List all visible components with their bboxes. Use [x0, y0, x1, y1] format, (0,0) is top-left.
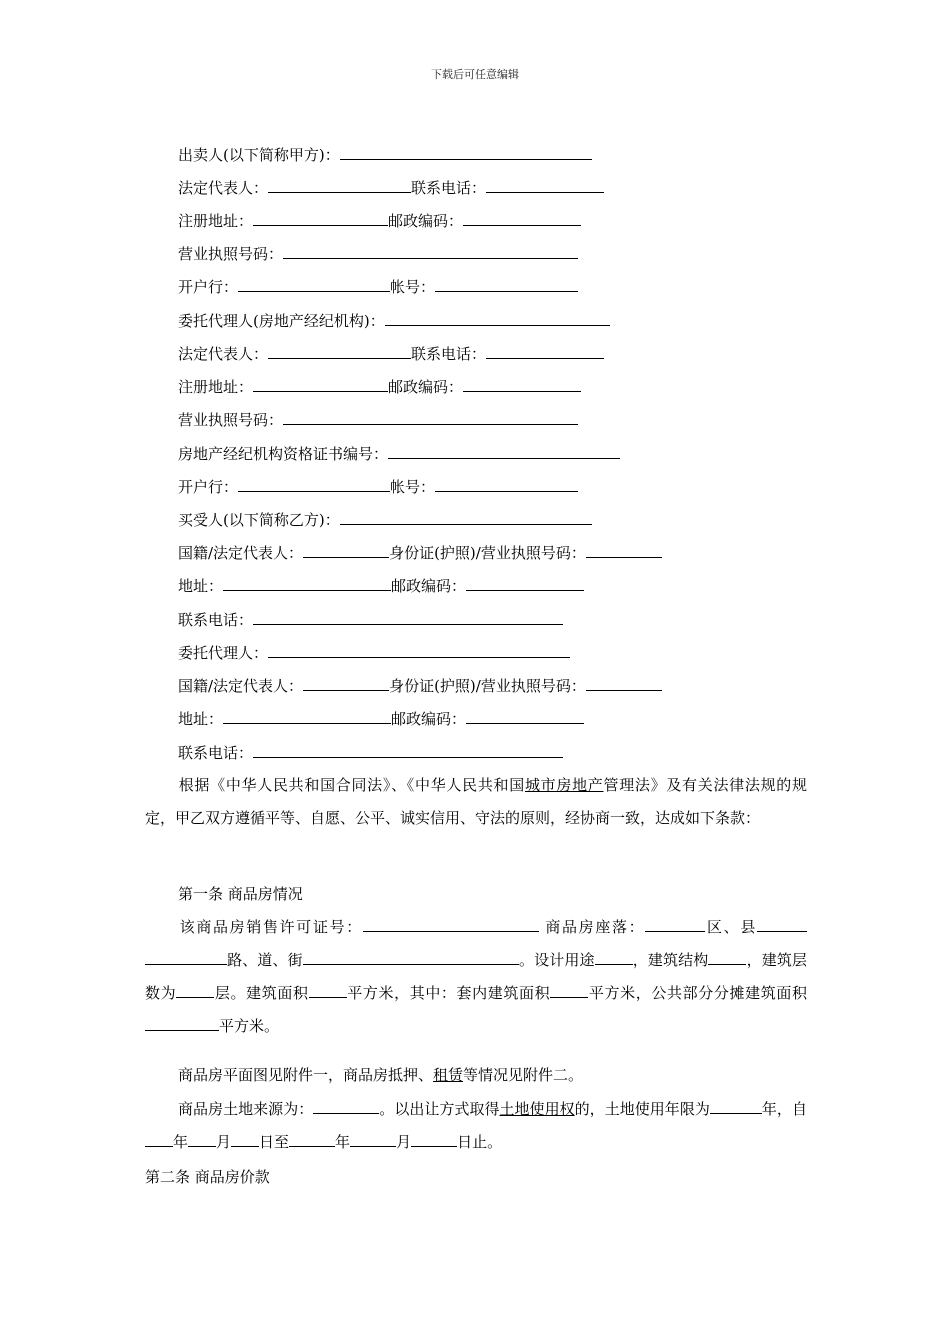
agent-license-row: [178, 409, 578, 431]
structure-comma: ，: [746, 951, 762, 969]
buyer-agent-phone-blank[interactable]: [253, 742, 563, 758]
land-text-3: 的，土地使用年限为: [574, 1100, 710, 1118]
permit-blank[interactable]: [363, 916, 539, 932]
seller-legal-rep-blank[interactable]: [268, 177, 411, 193]
seller-bank-row: [178, 276, 578, 298]
buyer-postcode-label: 邮政编码：: [391, 577, 467, 595]
structure-label: ，建筑结构: [632, 951, 709, 969]
end-day-blank[interactable]: [411, 1131, 457, 1147]
land-paragraph: [145, 1093, 807, 1159]
buyer-phone-blank[interactable]: [253, 609, 563, 625]
end-day-label: 日止。: [457, 1133, 503, 1151]
seller-legal-rep-label: 法定代表人：: [178, 179, 269, 197]
agent-name-blank[interactable]: [385, 310, 610, 326]
agent-title-label: 委托代理人(房地产经纪机构)：: [178, 312, 385, 330]
buyer-agent-nationality-row: [178, 675, 662, 697]
end-year-blank[interactable]: [289, 1131, 335, 1147]
street-blank[interactable]: [303, 949, 519, 965]
start-month-blank[interactable]: [188, 1131, 216, 1147]
structure-blank[interactable]: [708, 949, 746, 965]
buyer-agent-nationality-label: 国籍/法定代表人：: [178, 677, 304, 695]
buyer-agent-address-label: 地址：: [178, 710, 224, 728]
buyer-phone-label: 联系电话：: [178, 611, 254, 629]
preamble-text-1: 根据《中华人民共和国合同法》、《中华人民共和国: [178, 776, 525, 794]
agent-account-blank[interactable]: [435, 476, 578, 492]
inner-area-blank[interactable]: [550, 982, 588, 998]
plan-paragraph: [145, 1059, 807, 1092]
buyer-title-row: [178, 509, 592, 531]
agent-cert-row: [178, 443, 620, 465]
agent-title-row: [178, 310, 610, 332]
start-year-blank[interactable]: [145, 1131, 173, 1147]
seller-postcode-label: 邮政编码：: [388, 212, 464, 230]
agent-address-label: 注册地址：: [178, 378, 254, 396]
end-year-label: 年: [335, 1133, 351, 1151]
start-month-label: 月: [216, 1133, 232, 1151]
shared-unit-label: 平方米。: [219, 1017, 280, 1035]
seller-license-blank[interactable]: [283, 243, 578, 259]
area-unit-label: 平方米，其中：套内建筑面积: [346, 984, 551, 1002]
seller-title-row: [178, 144, 592, 166]
seller-phone-blank[interactable]: [486, 177, 604, 193]
land-years-blank-a[interactable]: [710, 1098, 748, 1114]
agent-bank-row: [178, 476, 578, 498]
land-years-blank-b[interactable]: [748, 1098, 762, 1114]
agent-account-label: 帐号：: [390, 478, 436, 496]
buyer-agent-nationality-blank[interactable]: [303, 675, 389, 691]
buyer-agent-postcode-blank[interactable]: [466, 708, 584, 724]
buyer-agent-postcode-label: 邮政编码：: [391, 710, 467, 728]
buyer-agent-address-blank[interactable]: [223, 708, 391, 724]
buyer-id-label: 身份证(护照)/营业执照号码：: [389, 544, 586, 562]
seller-title-label: 出卖人(以下简称甲方)：: [178, 146, 340, 164]
plan-text-2: 等情况见附件二。: [463, 1066, 584, 1084]
buyer-phone-row: [178, 609, 563, 631]
agent-cert-label: 房地产经纪机构资格证书编号：: [178, 445, 389, 463]
buyer-agent-name-blank[interactable]: [268, 642, 570, 658]
county-blank[interactable]: [757, 916, 807, 932]
end-month-blank[interactable]: [350, 1131, 396, 1147]
agent-phone-blank[interactable]: [486, 343, 604, 359]
agent-address-blank[interactable]: [253, 376, 388, 392]
district-blank[interactable]: [645, 916, 705, 932]
article-1-property-paragraph: [145, 911, 807, 1043]
buyer-agent-phone-row: [178, 742, 563, 764]
seller-phone-label: 联系电话：: [411, 179, 487, 197]
article-2-title: 第二条 商品房价款: [145, 1168, 270, 1186]
seller-license-row: [178, 243, 578, 265]
buyer-nationality-label: 国籍/法定代表人：: [178, 544, 304, 562]
buyer-name-blank[interactable]: [340, 509, 592, 525]
start-year-label: 年: [173, 1133, 189, 1151]
permit-label: 该商品房销售许可证号：: [178, 918, 363, 936]
floors-unit-label: 层。建筑面积: [214, 984, 309, 1002]
agent-bank-label: 开户行：: [178, 478, 239, 496]
agent-cert-blank[interactable]: [388, 443, 620, 459]
agent-postcode-blank[interactable]: [463, 376, 581, 392]
buyer-address-row: [178, 575, 584, 597]
start-day-blank[interactable]: [231, 1131, 259, 1147]
land-use-right-link[interactable]: 土地使用权: [499, 1100, 575, 1118]
seller-license-label: 营业执照号码：: [178, 245, 284, 263]
floors-label: 建筑层数为: [145, 951, 807, 1002]
seller-bank-blank[interactable]: [238, 276, 390, 292]
buyer-agent-title-label: 委托代理人：: [178, 644, 269, 662]
agent-postcode-label: 邮政编码：: [388, 378, 464, 396]
seller-name-blank[interactable]: [340, 144, 592, 160]
area-blank[interactable]: [309, 982, 347, 998]
land-text-2: 。以出让方式取得: [379, 1100, 500, 1118]
year-label: 年，自: [761, 1100, 807, 1118]
preamble-paragraph: [145, 769, 807, 835]
agent-phone-label: 联系电话：: [411, 345, 487, 363]
agent-legal-rep-blank[interactable]: [268, 343, 411, 359]
end-month-label: 月: [396, 1133, 412, 1151]
buyer-agent-title-row: [178, 642, 570, 664]
buyer-address-blank[interactable]: [223, 575, 391, 591]
buyer-agent-id-label: 身份证(护照)/营业执照号码：: [389, 677, 586, 695]
agent-license-blank[interactable]: [283, 409, 578, 425]
buyer-postcode-blank[interactable]: [466, 575, 584, 591]
location-label: 商品房座落：: [538, 918, 646, 936]
design-use-blank[interactable]: [595, 949, 633, 965]
buyer-id-blank[interactable]: [586, 542, 662, 558]
buyer-agent-address-row: [178, 708, 584, 730]
district-label: 区、县: [705, 918, 757, 936]
seller-address-label: 注册地址：: [178, 212, 254, 230]
seller-bank-label: 开户行：: [178, 278, 239, 296]
design-use-label: 。设计用途: [518, 951, 595, 969]
road-label: 路、道、街: [227, 951, 303, 969]
shared-area-blank[interactable]: [145, 1015, 219, 1031]
lease-link[interactable]: 租赁: [433, 1066, 464, 1084]
buyer-agent-phone-label: 联系电话：: [178, 744, 254, 762]
seller-address-blank[interactable]: [253, 210, 388, 226]
seller-account-label: 帐号：: [390, 278, 436, 296]
buyer-nationality-blank[interactable]: [303, 542, 389, 558]
agent-bank-blank[interactable]: [238, 476, 390, 492]
buyer-nationality-row: [178, 542, 662, 564]
page-header-note: 下载后可任意编辑: [431, 68, 519, 81]
road-name-blank[interactable]: [145, 949, 227, 965]
buyer-agent-id-blank[interactable]: [586, 675, 662, 691]
agent-address-row: [178, 376, 581, 398]
inner-unit-label: 平方米，公共部分分摊建筑面积: [588, 984, 807, 1002]
land-source-blank[interactable]: [313, 1098, 379, 1114]
land-source-label: 商品房土地来源为：: [178, 1100, 314, 1118]
urban-real-estate-link[interactable]: 城市房地产: [524, 776, 604, 794]
buyer-address-label: 地址：: [178, 577, 224, 595]
seller-address-row: [178, 210, 581, 232]
agent-license-label: 营业执照号码：: [178, 411, 284, 429]
agent-rep-row: [178, 343, 604, 365]
buyer-title-label: 买受人(以下简称乙方)：: [178, 511, 340, 529]
preamble-text-2: 管理法》及有关法律法规的规定，甲乙双方遵循平等、自愿、公平、诚实信用、守法的原则，经协商一致，达成如下条款：: [145, 776, 807, 827]
plan-text-1: 商品房平面图见附件一，商品房抵押、: [178, 1066, 434, 1084]
seller-postcode-blank[interactable]: [463, 210, 581, 226]
start-day-label: 日至: [259, 1133, 290, 1151]
seller-rep-row: [178, 177, 604, 199]
seller-account-blank[interactable]: [435, 276, 578, 292]
article-1-title: 第一条 商品房情况: [178, 885, 303, 903]
floors-blank[interactable]: [176, 982, 214, 998]
agent-legal-rep-label: 法定代表人：: [178, 345, 269, 363]
